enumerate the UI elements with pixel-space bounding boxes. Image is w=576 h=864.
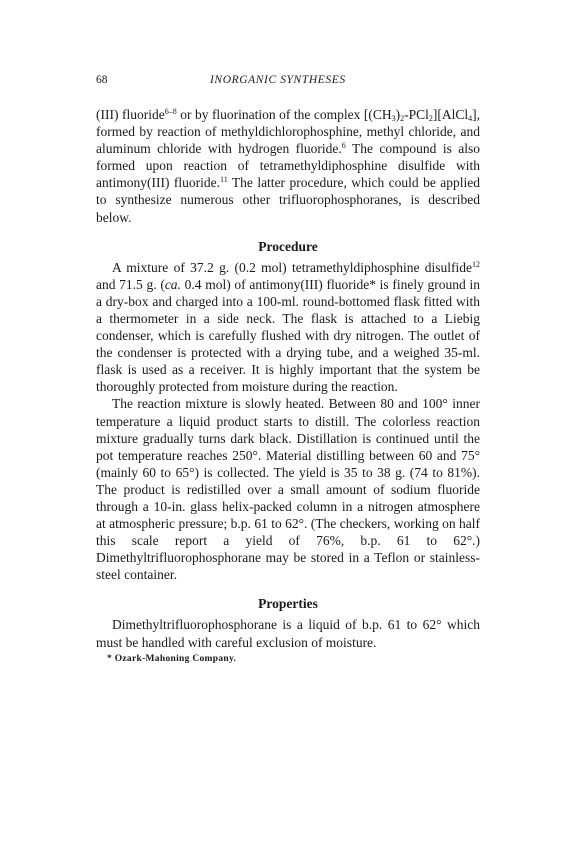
page-header — [96, 74, 480, 92]
page-number: 68 — [96, 74, 108, 86]
subscript: 3 — [391, 114, 396, 123]
text-run: (III) fluoride — [96, 107, 165, 122]
subscript: 2 — [428, 114, 433, 123]
text-run: ) — [395, 107, 401, 122]
reference-marker: 6–8 — [164, 107, 177, 116]
italic-abbrev: ca. — [164, 276, 181, 292]
procedure-paragraph-1 — [96, 259, 480, 396]
text-run: The latter procedure, which could be applied to synthesize numerous other trifluorophosphoranes, is described below. — [96, 175, 480, 225]
text-run: ], formed by reaction of methyldichlorophosphine, methyl chloride, and aluminum chloride with hydrogen fluoride. — [96, 107, 481, 157]
properties-heading: Properties — [258, 596, 318, 612]
subscript: 2 — [400, 114, 405, 123]
text-run: A mixture of 37.2 g. (0.2 mol) tetramethyldiphosphine disulfide — [112, 259, 472, 275]
procedure-paragraph-2: The reaction mixture is slowly heated. Between 80 and 100° inner temperature a liquid product starts to distill. The colorless reaction mixture gradually turns dark black. Distillation is continued until the pot temperature reaches 250°. Material distilling between 60 and 75° (mainly 60 to 65°) is collected. The yield is 35 to 38 g. (74 to 81%). The product is redistilled over a small amount of sodium fluoride through a 10-in. glass helix-packed column in a nitrogen atmosphere at atmospheric pressure; b.p. 61 to 62°. (The checkers, working on half this scale report a yield of 76%, b.p. 61 to 62°.) Dimethyltrifluorophosphorane may be stored in a Teflon or stainless-steel container. — [96, 396, 480, 583]
properties-paragraph: Dimethyltrifluorophosphorane is a liquid of b.p. 61 to 62° which must be handled with careful exclusion of moisture. — [96, 617, 480, 650]
text-run: 0.4 mol) of antimony(III) fluoride* is finely ground in a dry-box and charged into a 100-ml. round-bottomed flask fitted with a thermometer in a side neck. The flask is attached to a Liebig condenser, which is carefully flushed with dry nitrogen. The outlet of the condenser is protected with a drying tube, and a weighed 35-ml. flask is used as a receiver. It is highly important that the system be thoroughly protected from moisture during the reaction. — [96, 276, 480, 395]
subscript: 4 — [468, 114, 473, 123]
text-run: The compound is also formed upon reaction of tetramethyldiphosphine disulfide with antimony(III) fluoride. — [96, 141, 480, 191]
procedure-heading: Procedure — [258, 238, 318, 254]
text-run: ][AlCl — [432, 107, 469, 122]
page — [96, 74, 480, 666]
footnote: * Ozark-Mahoning Company. — [107, 653, 237, 664]
running-head: INORGANIC SYNTHESES — [210, 74, 346, 86]
reference-marker: 11 — [220, 175, 228, 185]
text-run: and 71.5 g. ( — [96, 276, 165, 292]
reference-marker: 6 — [341, 141, 346, 151]
reference-marker: 12 — [472, 259, 480, 269]
text-run: or by fluorination of the complex [(CH — [176, 107, 392, 122]
text-run: -PCl — [404, 107, 429, 122]
intro-paragraph — [96, 106, 480, 226]
